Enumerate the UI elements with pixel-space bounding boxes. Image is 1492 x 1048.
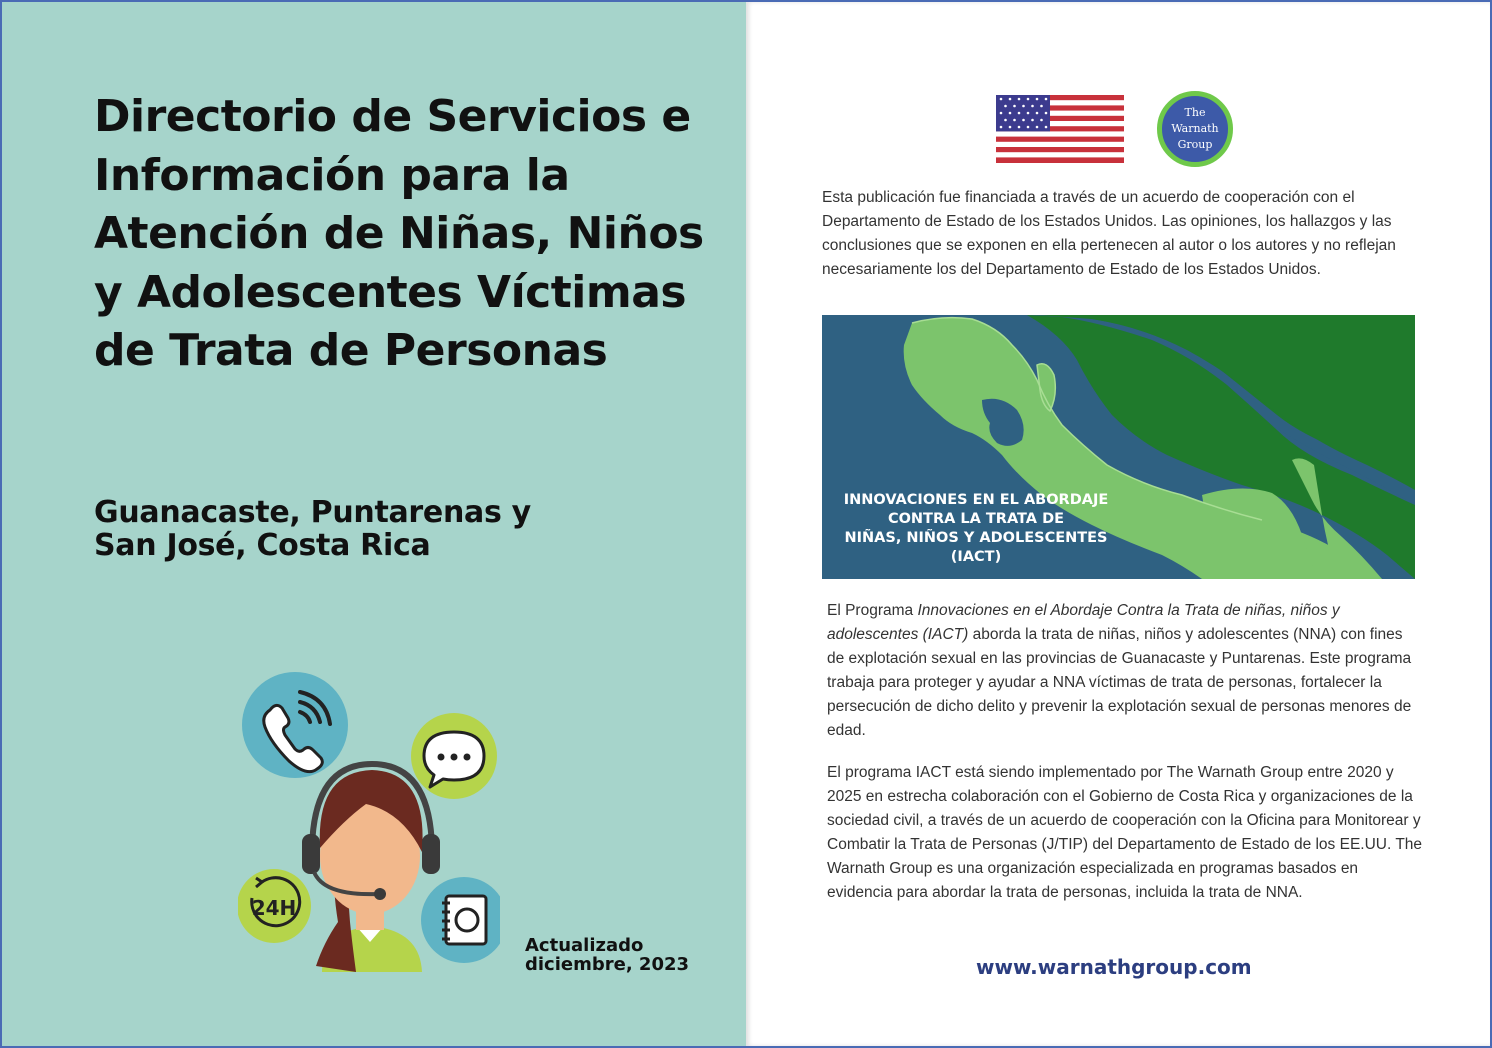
phone-icon	[242, 672, 348, 778]
logo-line-3: Group	[1177, 138, 1213, 151]
cover-title: Directorio de Servicios e Información para la Atención de Niñas, Niños y Adolescentes Víctimas de Trata de Personas	[94, 91, 704, 376]
updated-label: Actualizado	[525, 935, 644, 956]
logo-line-2: Warnath	[1171, 122, 1219, 135]
subtitle-line-1: Guanacaste, Puntarenas y	[94, 495, 531, 530]
logo-line-1: The	[1184, 106, 1206, 119]
subtitle-line-2: San José, Costa Rica	[94, 528, 431, 563]
program-description	[827, 599, 1417, 743]
banner-line-4: (IACT)	[950, 549, 1002, 565]
funding-disclaimer: Esta publicación fue financiada a través de un acuerdo de cooperación con el Departamento de Estado de los Estados Unidos. Las opiniones, los hallazgos y las conclusiones que se exponen en ella pertenecen al autor o los autores y no reflejan necesariamente los del Departamento de Estado de los Estados Unidos.	[822, 189, 1396, 278]
cover-subtitle	[94, 496, 654, 562]
updated-date-value: diciembre, 2023	[525, 954, 690, 975]
program-implementation: El programa IACT está siendo implementado por The Warnath Group entre 2020 y 2025 en estrecha colaboración con el Gobierno de Costa Rica y organizaciones de la sociedad civil, a través de un acuerdo de cooperación con la Oficina para Monitorear y Combatir la Trata de Personas (J/TIP) del Departamento de Estado de los EE.UU. The Warnath Group es una organización especializada en programas basados en evidencia para abordar la trata de personas, incluida la trata de NNA.	[827, 764, 1423, 901]
notebook-icon	[421, 877, 500, 963]
info-panel	[746, 2, 1490, 1046]
cover-panel	[2, 2, 746, 1046]
banner-line-2: CONTRA LA TRATA DE	[887, 511, 1065, 527]
website-link[interactable]: www.warnathgroup.com	[976, 955, 1252, 979]
updated-date	[525, 936, 689, 974]
call-center-illustration	[238, 672, 500, 982]
24h-label: 24H	[251, 896, 297, 920]
agent-woman	[302, 764, 440, 972]
chat-bubble-icon	[411, 713, 497, 799]
program-name-italic: Innovaciones en el Abordaje Contra la Trata de niñas, niños y adolescentes (IACT)	[827, 602, 1340, 643]
iact-map-banner	[822, 315, 1415, 579]
banner-line-3: NIÑAS, NIÑOS Y ADOLESCENTES	[844, 530, 1108, 546]
banner-title	[836, 491, 1116, 567]
program-p1-start: El Programa	[827, 602, 918, 619]
banner-line-1: INNOVACIONES EN EL ABORDAJE	[843, 492, 1109, 508]
us-flag-icon	[996, 95, 1124, 163]
program-p1-end: aborda la trata de niñas, niños y adolescentes (NNA) con fines de explotación sexual en las provincias de Guanacaste y Puntarenas. Este programa trabaja para proteger y ayudar a NNA víctimas de trata de personas, fortalecer la persecución de dicho delito y prevenir la explotación sexual de personas menores de edad.	[827, 626, 1412, 739]
warnath-logo-icon	[1157, 91, 1233, 167]
24h-icon	[238, 869, 311, 943]
